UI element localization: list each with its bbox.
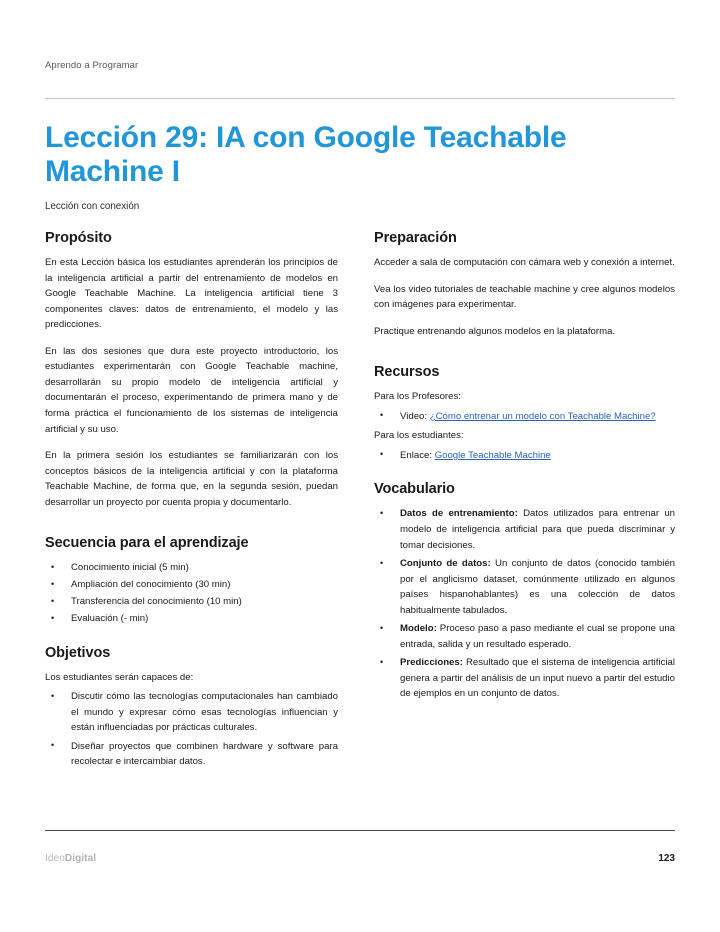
vocab-term: Modelo: <box>400 623 437 635</box>
recursos-students-lead: Para los estudiantes: <box>374 430 464 442</box>
vocab-term: Predicciones: <box>400 657 463 669</box>
page-subtitle: Lección con conexión <box>45 201 140 213</box>
preparacion-paragraph: Vea los video tutoriales de teachable machine y cree algunos modelos con imágenes para experimentar. <box>374 283 675 311</box>
vocabulario-list <box>374 506 675 701</box>
right-column <box>374 226 675 706</box>
list-item: • Diseñar proyectos que combinen hardware y software para recolectar e intercambiar datos. <box>45 739 338 770</box>
vocab-definition: Datos utilizados para entrenar un modelo de inteligencia artificial para que pueda discriminar y tomar decisiones. <box>400 508 675 551</box>
link-teachable-machine-video[interactable]: ¿Cómo entrenar un modelo con Teachable Machine? <box>429 410 656 422</box>
list-item <box>374 556 675 618</box>
list-item <box>374 655 675 702</box>
vocab-definition: Un conjunto de datos (conocido también por el anglicismo dataset, comúnmente utilizado en algunos países hispanohablantes) es una colección de datos habitualmente tabulados. <box>400 558 675 616</box>
list-item <box>374 621 675 652</box>
list-item: • Evaluación (- min) <box>45 611 338 627</box>
heading-objetivos: Objetivos <box>45 644 111 661</box>
recursos-teachers-list <box>374 409 675 425</box>
preparacion-paragraph: Acceder a sala de computación con cámara web y conexión a internet. <box>374 257 675 269</box>
secuencia-list <box>45 560 338 627</box>
page-number: 123 <box>658 853 675 864</box>
recursos-students-list <box>374 448 675 464</box>
footer-row <box>45 831 675 864</box>
recursos-teachers-lead: Para los Profesores: <box>374 391 461 403</box>
objetivos-lead: Los estudiantes serán capaces de: <box>45 671 194 683</box>
link-google-teachable-machine[interactable]: Google Teachable Machine <box>434 449 551 461</box>
two-column-body <box>45 226 675 774</box>
proposito-paragraph: En la primera sesión los estudiantes se familiarizarán con los conceptos básicos de la inteligencia artificial y con la plataforma Teachable Machine, de forma que, en la segunda sesión, puedan desarrollar un proyecto por cuenta propia y documentarlo. <box>45 450 338 508</box>
heading-preparacion: Preparación <box>374 230 457 247</box>
page-title: Lección 29: IA con Google Teachable Machine I <box>45 121 567 188</box>
list-item: • Discutir cómo las tecnologías computacionales han cambiado el mundo y expresar cómo esas tecnologías influencian y están influenciadas por prácticas culturales. <box>45 689 338 736</box>
vocab-term: Datos de entrenamiento: <box>400 508 518 520</box>
brand-logo-light: Ideo <box>45 853 65 864</box>
heading-secuencia: Secuencia para el aprendizaje <box>45 535 249 552</box>
running-header: Aprendo a Programar <box>45 60 139 71</box>
list-item <box>374 448 675 464</box>
heading-proposito: Propósito <box>45 230 112 247</box>
vocab-definition: Resultado que el sistema de inteligencia artificial genera a partir del análisis de un input nuevo a partir del estudio de ejemplos en un conjunto de datos. <box>400 657 675 700</box>
page-footer <box>45 830 675 864</box>
objetivos-list <box>45 689 338 770</box>
list-item <box>374 506 675 553</box>
left-column <box>45 226 338 774</box>
vocab-term: Conjunto de datos: <box>400 558 491 570</box>
heading-recursos: Recursos <box>374 364 440 381</box>
resource-prefix: Video: <box>400 410 430 422</box>
brand-logo <box>45 853 96 864</box>
list-item: • Ampliación del conocimiento (30 min) <box>45 577 338 593</box>
preparacion-paragraph: Practique entrenando algunos modelos en la plataforma. <box>374 325 616 337</box>
proposito-paragraph: En esta Lección básica los estudiantes aprenderán los principios de la inteligencia artificial a partir del entrenamiento de modelos en Google Teachable Machine. La inteligencia artificial tiene 3 componentes claves: datos de entrenamiento, el modelo y las predicciones. <box>45 257 338 331</box>
list-item <box>374 409 675 425</box>
brand-logo-bold: Digital <box>64 853 97 864</box>
heading-vocabulario: Vocabulario <box>374 481 455 498</box>
list-item: • Transferencia del conocimiento (10 min) <box>45 594 338 610</box>
proposito-paragraph: En las dos sesiones que dura este proyecto introductorio, los estudiantes experimentarán con Google Teachable machine, desarrollarán su propio modelo de inteligencia artificial y documentarán el proceso, experimentando de primera mano y de forma práctica el funcionamiento de los sistemas de inteligencia artificial y su uso. <box>45 345 338 435</box>
resource-prefix: Enlace: <box>400 449 435 461</box>
list-item: • Conocimiento inicial (5 min) <box>45 560 338 576</box>
vocab-definition: Proceso paso a paso mediante el cual se propone una entrada, salida y un resultado esperado. <box>400 623 675 650</box>
